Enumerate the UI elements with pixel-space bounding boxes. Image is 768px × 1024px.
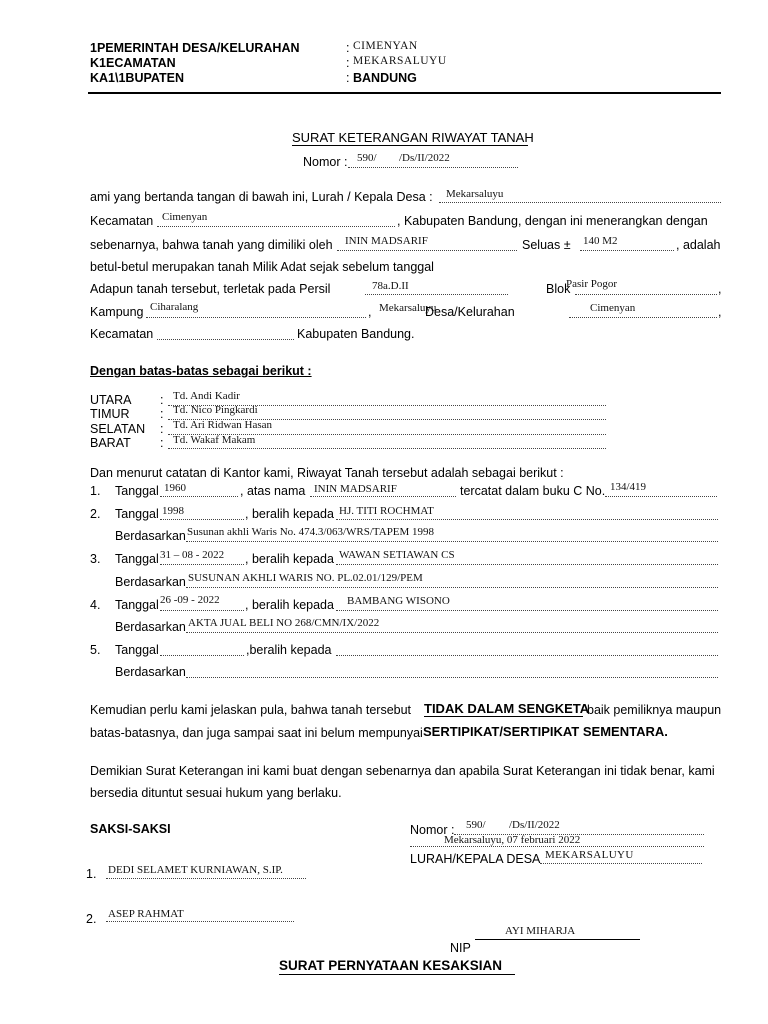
riwayat-beralih-value: WAWAN SETIAWAN CS xyxy=(339,549,455,561)
sign-nip-label: NIP xyxy=(450,941,471,955)
riwayat-beralih-value: BAMBANG WISONO xyxy=(347,595,450,607)
riwayat-dots xyxy=(160,564,244,565)
riwayat-item-num: 4. xyxy=(90,598,101,612)
riwayat-dasar-label: Berdasarkan xyxy=(115,529,186,543)
header-label-kecamatan: K1ECAMATAN xyxy=(90,56,176,70)
intro-line6-dots-2 xyxy=(569,317,717,318)
batas-colon: : xyxy=(160,393,164,407)
intro-line7-a: Kecamatan xyxy=(90,327,154,341)
riwayat-buku-value: 134/419 xyxy=(610,481,647,493)
sign-lurah-dots xyxy=(540,863,702,864)
intro-line1-fill: Mekarsaluyu xyxy=(446,188,504,200)
saksi-num: 1. xyxy=(86,867,97,881)
riwayat-dots xyxy=(336,564,718,565)
closing1-emphasis-underline xyxy=(424,716,583,717)
riwayat-buku-label: tercatat dalam buku C No. xyxy=(460,484,606,498)
closing1-text-d: batas-batasnya, dan juga sampai saat ini belum mempunyai xyxy=(90,726,423,740)
riwayat-beralih-label: , beralih kepada xyxy=(245,552,334,566)
intro-line2-a: Kecamatan xyxy=(90,214,154,228)
intro-line5-c: , xyxy=(718,282,722,296)
intro-line2-dots xyxy=(157,226,395,227)
header-value-desa: CIMENYAN xyxy=(353,40,418,52)
closing1-text-c: baik pemiliknya maupun xyxy=(587,703,722,717)
nomor-value: 590/ xyxy=(357,152,377,164)
document-title: SURAT KETERANGAN RIWAYAT TANAH xyxy=(292,130,534,145)
riwayat-beralih-value: HJ. TITI ROCHMAT xyxy=(339,505,434,517)
riwayat-dots xyxy=(160,519,244,520)
sign-lurah-value: MEKARSALUYU xyxy=(545,849,634,861)
intro-line1: ami yang bertanda tangan di bawah ini, Lurah / Kepala Desa : xyxy=(90,190,433,204)
intro-line7-b: Kabupaten Bandung. xyxy=(297,327,415,341)
batas-value: Td. Nico Pingkardi xyxy=(173,404,258,416)
riwayat-dots xyxy=(186,632,718,633)
intro-line7-dots xyxy=(157,339,294,340)
intro-line3-dots xyxy=(337,250,517,251)
riwayat-dots xyxy=(186,587,718,588)
batas-value: Td. Wakaf Makam xyxy=(173,434,256,446)
riwayat-dots xyxy=(186,541,718,542)
riwayat-item-num: 1. xyxy=(90,484,101,498)
saksi-dots xyxy=(106,921,294,922)
riwayat-tanggal-value: 26 -09 - 2022 xyxy=(160,594,220,606)
header-divider xyxy=(88,92,721,94)
sign-name-line xyxy=(475,939,640,940)
intro-line5-fill: 78a.D.II xyxy=(372,280,409,292)
sign-lurah-label: LURAH/KEPALA DESA xyxy=(410,852,541,866)
riwayat-nama-label: , atas nama xyxy=(240,484,306,498)
riwayat-tanggal-label: Tanggal xyxy=(115,552,159,566)
riwayat-item-num: 2. xyxy=(90,507,101,521)
riwayat-tanggal-value: 1960 xyxy=(164,482,186,494)
intro-line1-dots xyxy=(439,202,721,203)
intro-line3-c: , adalah xyxy=(676,238,721,252)
batas-colon: : xyxy=(160,422,164,436)
riwayat-item-num: 3. xyxy=(90,552,101,566)
riwayat-tanggal-value: 31 – 08 - 2022 xyxy=(160,549,225,561)
intro-line2-b: , Kabupaten Bandung, dengan ini menerangkan dengan xyxy=(397,214,708,228)
sign-nomor-b: /Ds/II/2022 xyxy=(509,819,560,831)
riwayat-dots xyxy=(160,610,244,611)
intro-line3-dots-2 xyxy=(580,250,674,251)
header-colon: : xyxy=(346,71,350,85)
footer-title: SURAT PERNYATAAN KESAKSIAN xyxy=(279,958,503,973)
batas-heading: Dengan batas-batas sebagai berikut : xyxy=(90,364,312,378)
riwayat-dots xyxy=(160,496,238,497)
batas-label: UTARA xyxy=(90,393,132,407)
riwayat-beralih-label: , beralih kepada xyxy=(245,507,334,521)
intro-line3-fill-2: 140 M2 xyxy=(583,235,618,247)
intro-line3-fill: ININ MADSARIF xyxy=(345,235,428,247)
intro-line6-fill-2: Mekarsaluyu xyxy=(379,302,437,314)
riwayat-beralih-label: ,beralih kepada xyxy=(246,643,332,657)
riwayat-tanggal-value: 1998 xyxy=(162,505,184,517)
riwayat-intro: Dan menurut catatan di Kantor kami, Riwayat Tanah tersebut adalah sebagai berikut : xyxy=(90,466,564,480)
riwayat-beralih-label: , beralih kepada xyxy=(245,598,334,612)
riwayat-dots xyxy=(336,519,718,520)
riwayat-tanggal-label: Tanggal xyxy=(115,598,159,612)
intro-line4: betul-betul merupakan tanah Milik Adat sejak sebelum tanggal xyxy=(90,260,434,274)
header-value-kecamatan: MEKARSALUYU xyxy=(353,55,447,67)
batas-label: BARAT xyxy=(90,436,131,450)
batas-value: Td. Andi Kadir xyxy=(173,390,240,402)
batas-label: TIMUR xyxy=(90,407,130,421)
closing1-emphasis-b: SERTIPIKAT/SERTIPIKAT SEMENTARA. xyxy=(423,724,668,739)
riwayat-dots xyxy=(160,655,244,656)
sign-name: AYI MIHARJA xyxy=(505,925,576,937)
intro-line2-fill: Cimenyan xyxy=(162,211,208,223)
intro-line5-b: Blok xyxy=(546,282,571,296)
nomor-label: Nomor : xyxy=(303,155,348,169)
intro-line5-dots xyxy=(365,294,508,295)
riwayat-dasar-value: SUSUNAN AKHLI WARIS NO. PL.02.01/129/PEM xyxy=(188,572,423,584)
header-colon: : xyxy=(346,41,350,55)
closing2-line2: bersedia dituntut sesuai hukum yang berlaku. xyxy=(90,786,342,800)
batas-colon: : xyxy=(160,407,164,421)
riwayat-tanggal-label: Tanggal xyxy=(115,484,159,498)
riwayat-tanggal-label: Tanggal xyxy=(115,507,159,521)
sign-date-dots xyxy=(410,846,704,847)
intro-line6-fill-3: Cimenyan xyxy=(590,302,636,314)
nomor-value-2: /Ds/II/2022 xyxy=(399,152,450,164)
riwayat-tanggal-label: Tanggal xyxy=(115,643,159,657)
closing1-emphasis-a: TIDAK DALAM SENGKETA xyxy=(424,701,590,716)
saksi-name: DEDI SELAMET KURNIAWAN, S.IP. xyxy=(108,864,283,876)
closing2-line1: Demikian Surat Keterangan ini kami buat dengan sebenarnya dan apabila Surat Keterangan ini tidak benar, kami xyxy=(90,764,715,778)
intro-line6-a: Kampung xyxy=(90,305,144,319)
header-colon: : xyxy=(346,56,350,70)
intro-line3-a: sebenarnya, bahwa tanah yang dimiliki oleh xyxy=(90,238,333,252)
intro-line6-d: , xyxy=(718,305,722,319)
riwayat-nama-value: ININ MADSARIF xyxy=(314,483,397,495)
intro-line6-dots xyxy=(146,317,366,318)
saksi-num: 2. xyxy=(86,912,97,926)
riwayat-dasar-label: Berdasarkan xyxy=(115,665,186,679)
intro-line6-fill: Ciharalang xyxy=(150,301,199,313)
saksi-name: ASEP RAHMAT xyxy=(108,908,184,920)
riwayat-item-num: 5. xyxy=(90,643,101,657)
riwayat-dasar-label: Berdasarkan xyxy=(115,620,186,634)
riwayat-dots xyxy=(336,655,718,656)
intro-line5-a: Adapun tanah tersebut, terletak pada Persil xyxy=(90,282,331,296)
sign-nomor-label: Nomor : xyxy=(410,823,455,837)
batas-colon: : xyxy=(160,436,164,450)
intro-line6-b: , xyxy=(368,305,372,319)
riwayat-dasar-value: Susunan akhli Waris No. 474.3/063/WRS/TAPEM 1998 xyxy=(187,526,435,538)
header-label-kabupaten: KA1\1BUPATEN xyxy=(90,71,184,85)
sign-nomor-a: 590/ xyxy=(466,819,486,831)
riwayat-dots xyxy=(605,496,717,497)
intro-line3-b: Seluas ± xyxy=(522,238,571,252)
saksi-heading: SAKSI-SAKSI xyxy=(90,822,171,836)
riwayat-dots xyxy=(186,677,718,678)
intro-line5-fill-2: Pasir Pogor xyxy=(566,278,618,290)
nomor-dots xyxy=(348,167,518,168)
riwayat-dasar-value: AKTA JUAL BELI NO 268/CMN/IX/2022 xyxy=(188,617,380,629)
intro-line6-c: Desa/Kelurahan xyxy=(425,305,515,319)
footer-title-underline xyxy=(279,974,515,975)
riwayat-dots xyxy=(310,496,456,497)
saksi-dots xyxy=(106,878,306,879)
batas-value: Td. Ari Ridwan Hasan xyxy=(173,419,272,431)
riwayat-dasar-label: Berdasarkan xyxy=(115,575,186,589)
title-underline xyxy=(292,145,528,146)
batas-label: SELATAN xyxy=(90,422,146,436)
header-label-desa: 1PEMERINTAH DESA/KELURAHAN xyxy=(90,41,300,55)
closing1-text-a: Kemudian perlu kami jelaskan pula, bahwa tanah tersebut xyxy=(90,703,412,717)
sign-place-date: Mekarsaluyu, 07 februari 2022 xyxy=(444,834,581,846)
batas-dots xyxy=(168,448,606,449)
header-value-kabupaten: BANDUNG xyxy=(353,71,417,85)
riwayat-dots xyxy=(336,610,718,611)
intro-line5-dots-2 xyxy=(575,294,717,295)
